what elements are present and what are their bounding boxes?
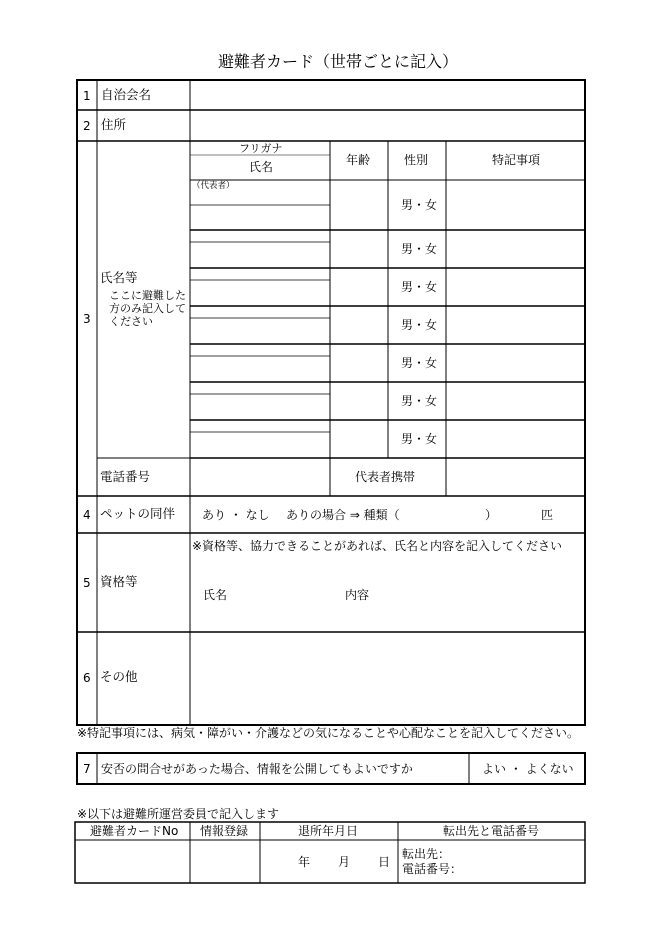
- row-number-2: 2: [83, 119, 91, 133]
- row-number-7: 7: [83, 762, 91, 776]
- address-label: 住所: [101, 117, 127, 132]
- sex-choice-6[interactable]: 男・女: [401, 394, 438, 408]
- destination-label: 転出先：: [402, 847, 451, 861]
- pet-unit: 匹: [541, 508, 554, 522]
- staff-header-card-no: 避難者カードNo: [90, 824, 179, 838]
- staff-header-registration: 情報登録: [200, 824, 249, 838]
- community-field[interactable]: [191, 81, 584, 109]
- pet-label: ペットの同伴: [100, 506, 176, 521]
- pet-if-yes: ありの場合 ⇒ 種類（: [286, 508, 400, 522]
- phone-label: 電話番号: [100, 469, 151, 484]
- disclosure-question: 安否の問合せがあった場合、情報を公開してもよいですか: [101, 762, 413, 776]
- address-field[interactable]: [191, 111, 584, 140]
- other-label: その他: [100, 669, 138, 684]
- mobile-label: 代表者携帯: [355, 470, 416, 484]
- sex-header: 性別: [404, 153, 429, 167]
- qualifications-label: 資格等: [100, 574, 138, 589]
- staff-note: ※以下は避難所運営委員で記入します: [77, 807, 280, 821]
- staff-header-leave-date: 退所年月日: [298, 824, 359, 838]
- row-number-4: 4: [83, 508, 91, 522]
- other-field[interactable]: [191, 633, 584, 724]
- sex-choice-5[interactable]: 男・女: [401, 356, 438, 370]
- sex-choice-4[interactable]: 男・女: [401, 318, 438, 332]
- sex-choice-3[interactable]: 男・女: [401, 280, 438, 294]
- row-number-6: 6: [83, 671, 91, 685]
- furigana-header: フリガナ: [239, 142, 283, 155]
- sex-choice-7[interactable]: 男・女: [401, 432, 438, 446]
- mobile-field[interactable]: [447, 459, 584, 495]
- disclosure-choices[interactable]: よい ・ よくない: [482, 762, 574, 776]
- leave-month: 月: [338, 855, 351, 869]
- community-label: 自治会名: [101, 87, 152, 102]
- leave-day: 日: [378, 855, 391, 869]
- pet-choices[interactable]: あり ・ なし: [202, 508, 270, 522]
- qualifications-instruction: ※資格等、協力できることがあれば、氏名と内容を記入してください: [192, 539, 563, 553]
- name-header: 氏名: [249, 160, 274, 174]
- special-notes-remark: ※特記事項には、病気・障がい・介護などの気になることや心配なことを記入してください。: [77, 726, 580, 740]
- row-number-1: 1: [83, 89, 91, 103]
- names-note: ここに避難した方のみ記入してください: [109, 289, 186, 328]
- row-number-5: 5: [83, 576, 91, 590]
- staff-header-destination: 転出先と電話番号: [443, 824, 540, 838]
- phone-field[interactable]: [191, 459, 329, 495]
- age-header: 年齢: [346, 153, 371, 167]
- page-title: 避難者カード（世帯ごとに記入）: [218, 52, 459, 71]
- sex-choice-2[interactable]: 男・女: [401, 242, 438, 256]
- qualification-name-label: 氏名: [203, 588, 228, 602]
- qualification-content-label: 内容: [345, 588, 370, 602]
- notes-header: 特記事項: [492, 153, 541, 167]
- names-label: 氏名等: [100, 270, 138, 285]
- row-number-3: 3: [83, 312, 91, 326]
- sex-choice-1[interactable]: 男・女: [401, 198, 438, 212]
- pet-close-paren: ）: [485, 508, 498, 522]
- destination-phone-label: 電話番号：: [402, 862, 463, 876]
- leave-year: 年: [298, 855, 311, 869]
- representative-tag: （代表者）: [192, 181, 235, 191]
